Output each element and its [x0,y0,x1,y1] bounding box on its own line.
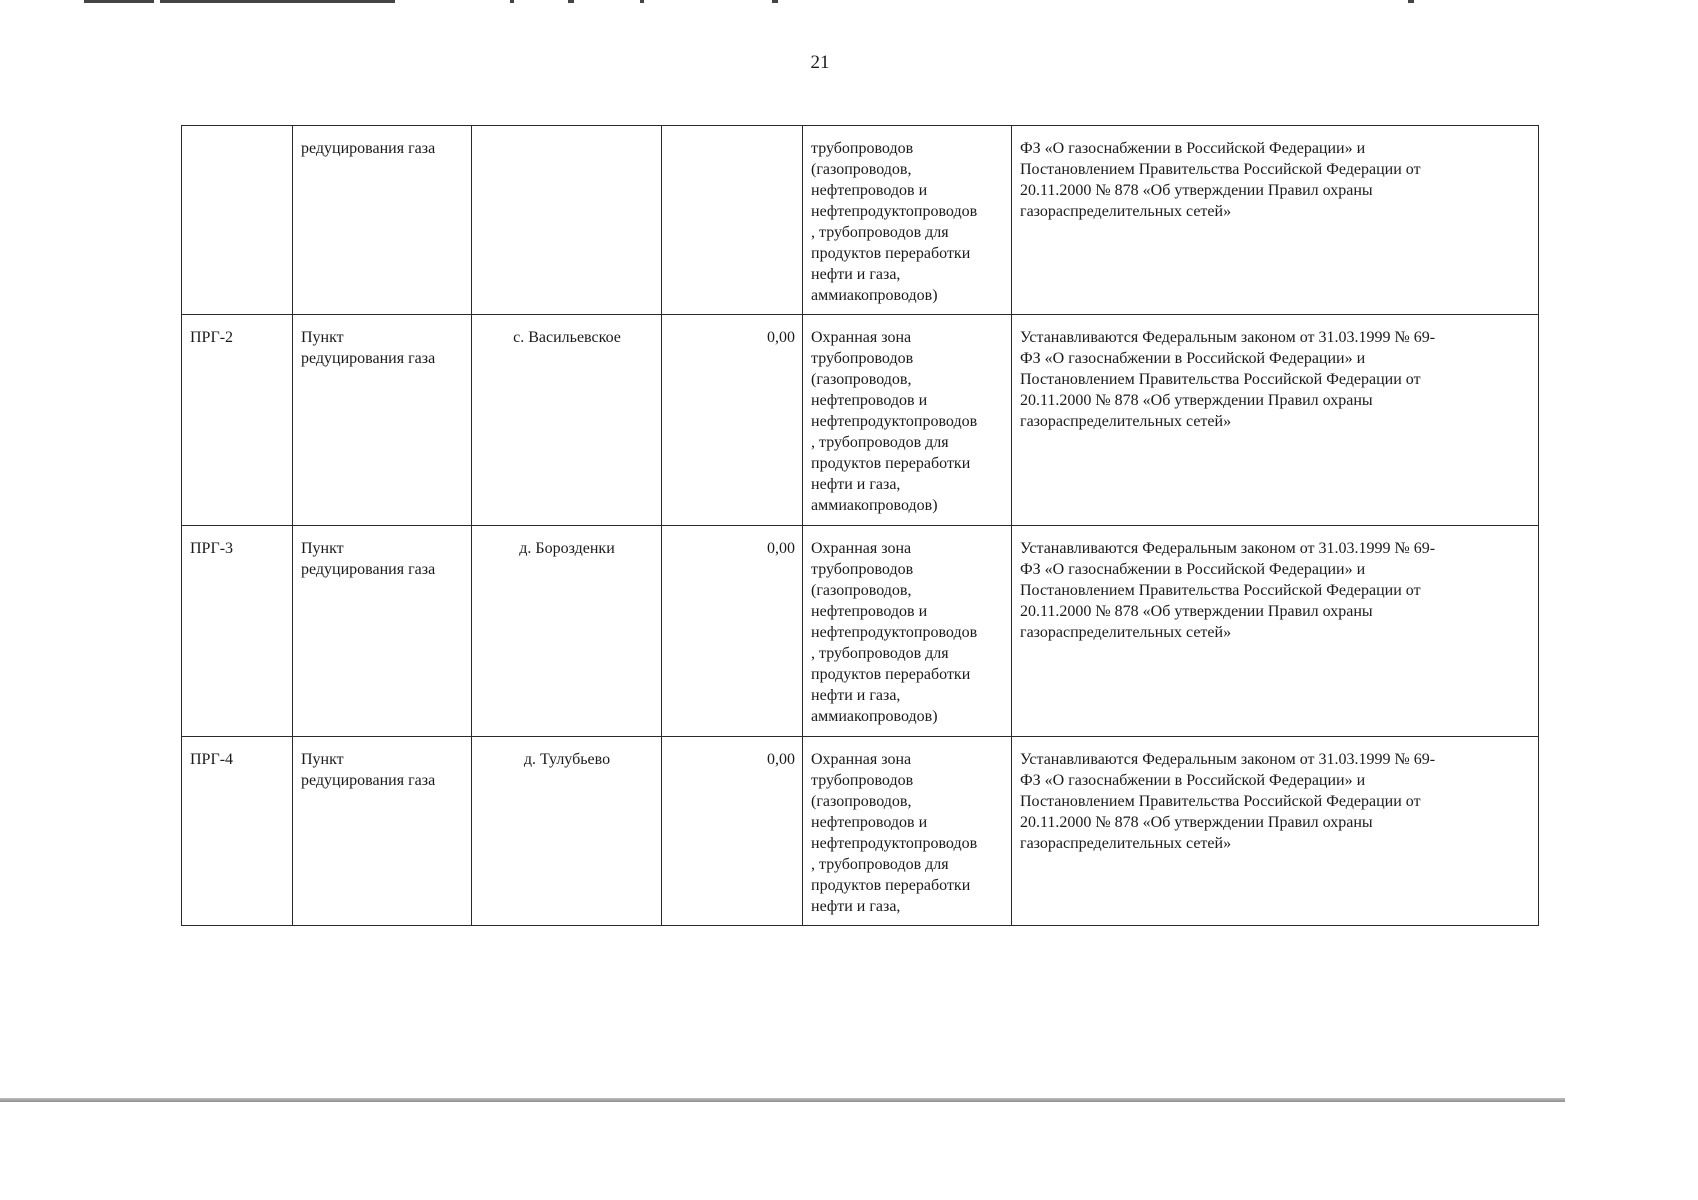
table-row [182,315,1539,526]
cell-zone [803,315,1012,526]
zone-line: (газопроводов, [811,582,912,599]
basis-line: 20.11.2000 № 878 «Об утверждении Правил охраны [1020,182,1373,199]
scan-edge-bottom [0,1098,1565,1102]
zone-line: Охранная зона [811,540,912,557]
zone-line: нефтепродуктопроводов [811,413,978,430]
basis-line: ФЗ «О газоснабжении в Российской Федерации» и [1020,561,1366,578]
cell-name-line: редуцирования газа [301,772,436,789]
basis-line: Постановлением Правительства Российской Федерации от [1020,793,1421,810]
zone-line: , трубопроводов для [811,434,949,451]
zone-line: трубопроводов [811,350,914,367]
cell-place: с. Васильевское [472,315,662,526]
cell-name-line: редуцирования газа [301,561,436,578]
zone-line: , трубопроводов для [811,645,949,662]
basis-line: Устанавливаются Федеральным законом от 31.03.1999 № 69- [1020,751,1436,768]
zone-line: (газопроводов, [811,161,912,178]
zones-table [181,125,1539,926]
cell-code: ПРГ-3 [182,526,293,737]
zone-line: аммиакопроводов) [811,497,938,514]
cell-name [293,315,472,526]
zone-line: продуктов переработки [811,245,971,262]
cell-code: ПРГ-4 [182,737,293,926]
cell-zone [803,126,1012,315]
cell-code: ПРГ-2 [182,315,293,526]
zone-line: продуктов переработки [811,455,971,472]
cell-name [293,737,472,926]
zone-line: трубопроводов [811,140,914,157]
zone-line: продуктов переработки [811,666,971,683]
zone-line: нефти и газа, [811,898,901,915]
basis-line: ФЗ «О газоснабжении в Российской Федерации» и [1020,140,1366,157]
basis-line: Устанавливаются Федеральным законом от 31.03.1999 № 69- [1020,329,1436,346]
cell-name-line: редуцирования газа [301,140,436,157]
basis-line: газораспределительных сетей» [1020,835,1232,852]
cell-zone [803,526,1012,737]
table-row [182,737,1539,926]
zone-line: (газопроводов, [811,371,912,388]
basis-line: Постановлением Правительства Российской Федерации от [1020,161,1421,178]
cell-place: д. Борозденки [472,526,662,737]
zone-line: , трубопроводов для [811,856,949,873]
zone-line: продуктов переработки [811,877,971,894]
zone-line: нефтепроводов и [811,603,928,620]
zone-line: нефтепродуктопроводов [811,624,978,641]
cell-name [293,526,472,737]
basis-line: Постановлением Правительства Российской Федерации от [1020,582,1421,599]
basis-line: 20.11.2000 № 878 «Об утверждении Правил охраны [1020,392,1373,409]
zone-line: нефтепродуктопроводов [811,203,978,220]
table-row [182,126,1539,315]
cell-basis [1012,526,1539,737]
cell-name-line: Пункт [301,540,344,557]
basis-line: ФЗ «О газоснабжении в Российской Федерации» и [1020,772,1366,789]
basis-line: газораспределительных сетей» [1020,203,1232,220]
zone-line: нефтепроводов и [811,814,928,831]
cell-area [662,126,803,315]
scan-edge-top [0,0,1565,8]
basis-line: Устанавливаются Федеральным законом от 31.03.1999 № 69- [1020,540,1436,557]
table-row [182,526,1539,737]
basis-line: 20.11.2000 № 878 «Об утверждении Правил охраны [1020,603,1373,620]
basis-line: газораспределительных сетей» [1020,624,1232,641]
basis-line: газораспределительных сетей» [1020,413,1232,430]
zone-line: нефти и газа, [811,266,901,283]
zone-line: нефти и газа, [811,687,901,704]
cell-name-line: Пункт [301,751,344,768]
cell-place [472,126,662,315]
zone-line: трубопроводов [811,772,914,789]
cell-name-line: редуцирования газа [301,350,436,367]
cell-basis [1012,315,1539,526]
zone-line: нефтепроводов и [811,182,928,199]
page-number: 21 [810,52,830,73]
cell-zone [803,737,1012,926]
zone-line: нефтепродуктопроводов [811,835,978,852]
cell-name [293,126,472,315]
zone-line: нефти и газа, [811,476,901,493]
zone-line: (газопроводов, [811,793,912,810]
cell-area: 0,00 [662,526,803,737]
zone-line: трубопроводов [811,561,914,578]
cell-name-line: Пункт [301,329,344,346]
cell-code [182,126,293,315]
zone-line: нефтепроводов и [811,392,928,409]
cell-area: 0,00 [662,737,803,926]
cell-area: 0,00 [662,315,803,526]
zone-line: Охранная зона [811,329,912,346]
zone-line: , трубопроводов для [811,224,949,241]
basis-line: ФЗ «О газоснабжении в Российской Федерации» и [1020,350,1366,367]
zone-line: аммиакопроводов) [811,287,938,304]
zone-line: Охранная зона [811,751,912,768]
cell-place: д. Тулубьево [472,737,662,926]
cell-basis [1012,737,1539,926]
basis-line: Постановлением Правительства Российской Федерации от [1020,371,1421,388]
cell-basis [1012,126,1539,315]
zone-line: аммиакопроводов) [811,708,938,725]
basis-line: 20.11.2000 № 878 «Об утверждении Правил охраны [1020,814,1373,831]
